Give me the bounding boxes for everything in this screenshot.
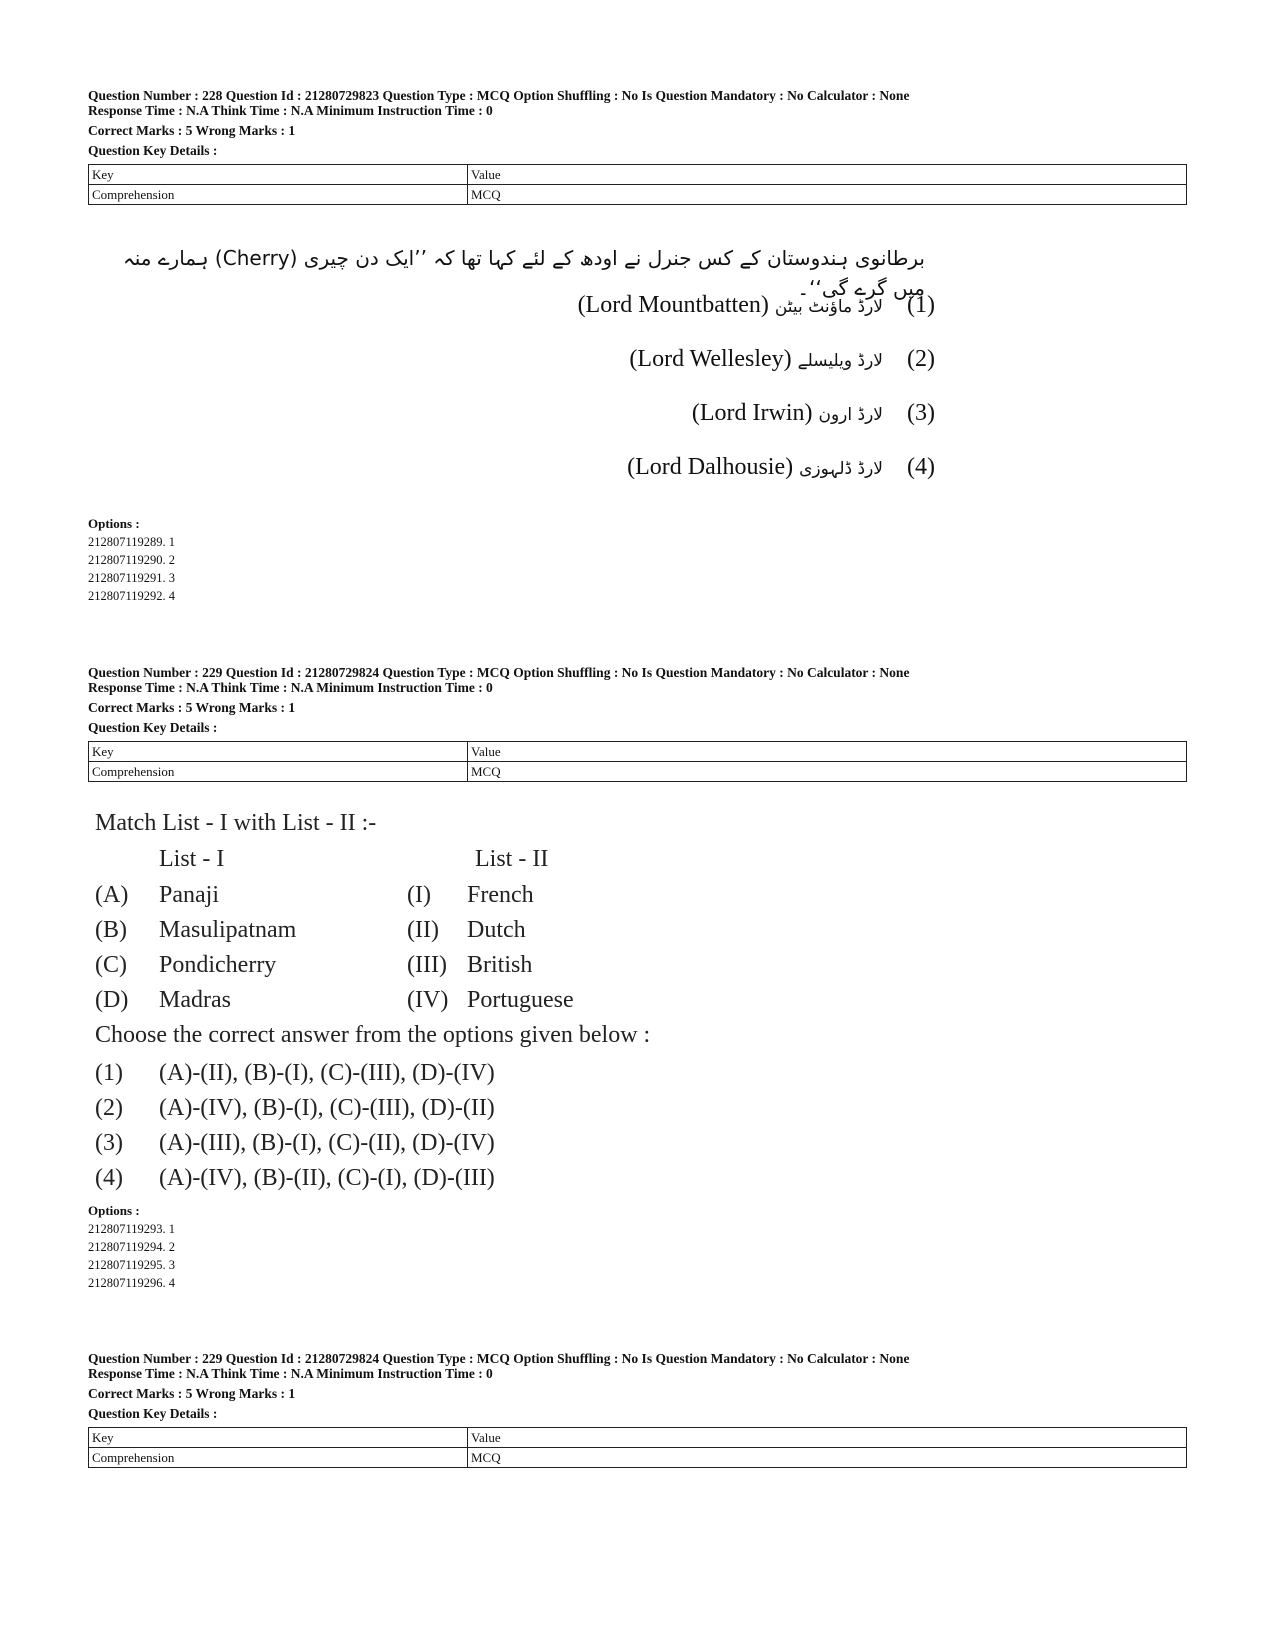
row-item: Panaji bbox=[159, 882, 219, 908]
answer-number: (1) bbox=[95, 1060, 123, 1086]
question-meta-line-2: Response Time : N.A Think Time : N.A Minimum Instruction Time : 0 bbox=[88, 680, 493, 695]
choice-number: (1) bbox=[907, 292, 935, 318]
choice-urdu: لارڈ ماؤنٹ بیٹن bbox=[774, 297, 883, 317]
row-item: Pondicherry bbox=[159, 952, 277, 978]
table-cell-value: MCQ bbox=[468, 185, 1187, 205]
row-item: Madras bbox=[159, 987, 231, 1013]
row-roman: (II) bbox=[407, 917, 439, 943]
option-id: 212807119294. 2 bbox=[88, 1240, 176, 1254]
table-cell-value: MCQ bbox=[468, 1448, 1187, 1468]
choice-urdu: لارڈ ارون bbox=[818, 405, 883, 425]
option-id: 212807119291. 3 bbox=[88, 571, 176, 585]
table-header-key: Key bbox=[89, 1428, 468, 1448]
choice-number: (3) bbox=[907, 400, 935, 426]
answer-text: (A)-(IV), (B)-(I), (C)-(III), (D)-(II) bbox=[159, 1095, 495, 1121]
options-label: Options : bbox=[88, 516, 140, 531]
question-meta-line-2: Response Time : N.A Think Time : N.A Minimum Instruction Time : 0 bbox=[88, 1366, 493, 1381]
table-header-key: Key bbox=[89, 165, 468, 185]
row-item: Masulipatnam bbox=[159, 917, 297, 943]
choice-english: (Lord Dalhousie) bbox=[627, 454, 794, 480]
choice-urdu: لارڈ ڈلہوزی bbox=[799, 459, 883, 479]
table-cell-key: Comprehension bbox=[89, 1448, 468, 1468]
choose-instruction: Choose the correct answer from the options given below : bbox=[95, 1022, 651, 1048]
table-cell-value: MCQ bbox=[468, 762, 1187, 782]
row-roman: (III) bbox=[407, 952, 447, 978]
answer-text: (A)-(IV), (B)-(II), (C)-(I), (D)-(III) bbox=[159, 1165, 495, 1191]
choice-english: (Lord Irwin) bbox=[691, 400, 813, 426]
match-question bbox=[95, 810, 995, 1190]
question-text-urdu: برطانوی ہندوستان کے کس جنرل نے اودھ کے لئے کہا تھا کہ ’’ایک دن چیری (Cherry) ہمارے منہ میں گرے گی‘‘۔ bbox=[123, 246, 925, 300]
key-value-table bbox=[88, 741, 1187, 782]
choice-4 bbox=[627, 452, 935, 484]
option-id: 212807119292. 4 bbox=[88, 589, 176, 603]
choice-number: (4) bbox=[907, 454, 935, 480]
answer-number: (3) bbox=[95, 1130, 123, 1156]
option-id: 212807119289. 1 bbox=[88, 535, 176, 549]
table-cell-key: Comprehension bbox=[89, 762, 468, 782]
row-letter: (B) bbox=[95, 917, 127, 943]
choice-1 bbox=[578, 290, 935, 322]
option-id: 212807119295. 3 bbox=[88, 1258, 176, 1272]
option-id: 212807119296. 4 bbox=[88, 1276, 176, 1290]
answer-text: (A)-(II), (B)-(I), (C)-(III), (D)-(IV) bbox=[159, 1060, 495, 1086]
choice-urdu: لارڈ ویلیسلے bbox=[797, 351, 883, 371]
row-match: British bbox=[467, 952, 533, 978]
table-header-value: Value bbox=[468, 1428, 1187, 1448]
choice-3 bbox=[692, 398, 935, 430]
row-match: Portuguese bbox=[467, 987, 574, 1013]
options-label: Options : bbox=[88, 1203, 140, 1218]
answer-number: (4) bbox=[95, 1165, 123, 1191]
question-meta-line-1: Question Number : 229 Question Id : 21280729824 Question Type : MCQ Option Shuffling : No Is Question Mandatory : No Calculator : None bbox=[88, 1351, 910, 1366]
question-meta-line-1: Question Number : 229 Question Id : 21280729824 Question Type : MCQ Option Shuffling : No Is Question Mandatory : No Calculator : None bbox=[88, 665, 910, 680]
row-letter: (A) bbox=[95, 882, 129, 908]
key-details-label: Question Key Details : bbox=[88, 720, 218, 735]
options-list bbox=[88, 1202, 1186, 1292]
question-229-header bbox=[88, 665, 1186, 782]
row-match: Dutch bbox=[467, 917, 526, 943]
options-list bbox=[88, 515, 1186, 605]
table-header-key: Key bbox=[89, 742, 468, 762]
option-id: 212807119290. 2 bbox=[88, 553, 176, 567]
key-value-table bbox=[88, 1427, 1187, 1468]
table-header-value: Value bbox=[468, 742, 1187, 762]
question-229-repeat-header bbox=[88, 1351, 1186, 1468]
row-letter: (C) bbox=[95, 952, 127, 978]
row-roman: (I) bbox=[407, 882, 431, 908]
key-details-label: Question Key Details : bbox=[88, 1406, 218, 1421]
row-match: French bbox=[467, 882, 534, 908]
option-id: 212807119293. 1 bbox=[88, 1222, 176, 1236]
table-cell-key: Comprehension bbox=[89, 185, 468, 205]
row-roman: (IV) bbox=[407, 987, 449, 1013]
question-meta-line-1: Question Number : 228 Question Id : 21280729823 Question Type : MCQ Option Shuffling : No Is Question Mandatory : No Calculator : None bbox=[88, 88, 910, 103]
marks-line: Correct Marks : 5 Wrong Marks : 1 bbox=[88, 123, 296, 138]
question-meta-line-2: Response Time : N.A Think Time : N.A Minimum Instruction Time : 0 bbox=[88, 103, 493, 118]
table-header-value: Value bbox=[468, 165, 1187, 185]
marks-line: Correct Marks : 5 Wrong Marks : 1 bbox=[88, 700, 296, 715]
choice-english: (Lord Wellesley) bbox=[629, 346, 792, 372]
row-letter: (D) bbox=[95, 987, 129, 1013]
question-228-header bbox=[88, 88, 1186, 205]
match-prompt: Match List - I with List - II :- bbox=[95, 810, 377, 836]
choice-2 bbox=[629, 344, 935, 376]
answer-text: (A)-(III), (B)-(I), (C)-(II), (D)-(IV) bbox=[159, 1130, 495, 1156]
choice-english: (Lord Mountbatten) bbox=[577, 292, 769, 318]
key-value-table bbox=[88, 164, 1187, 205]
key-details-label: Question Key Details : bbox=[88, 143, 218, 158]
list-1-header: List - I bbox=[159, 846, 225, 872]
choice-number: (2) bbox=[907, 346, 935, 372]
list-2-header: List - II bbox=[475, 846, 549, 872]
marks-line: Correct Marks : 5 Wrong Marks : 1 bbox=[88, 1386, 296, 1401]
answer-number: (2) bbox=[95, 1095, 123, 1121]
